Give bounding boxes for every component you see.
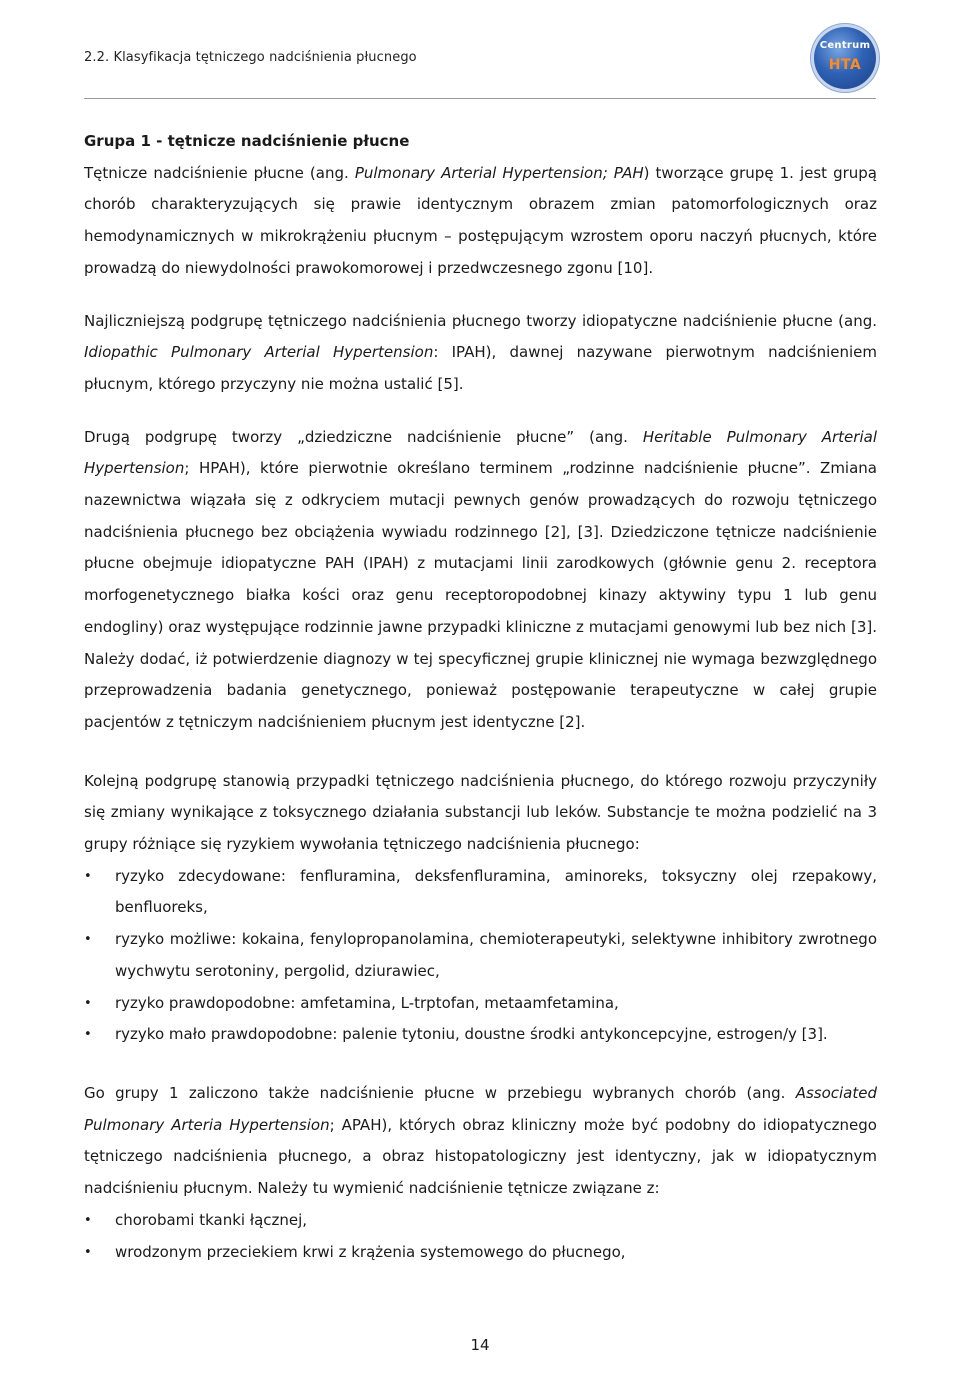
list-item: • wrodzonym przeciekiem krwi z krążenia systemowego do płucnego, xyxy=(84,1237,877,1269)
paragraph-apah: Go grupy 1 zaliczono także nadciśnienie płucne w przebiegu wybranych chorób (ang. Associated Pulmonary Arteria Hypertension; APAH), których obraz kliniczny może być podobny do idiopatycznego tętniczego nadciśnienia płucnego, a obraz histopatologiczny jest identyczny, jak w idiopatycznym nadciśnieniu płucnym. Należy tu wymienić nadciśnienie tętnicze związane z: xyxy=(84,1083,877,1198)
header-divider xyxy=(84,98,876,99)
list-item: • ryzyko mało prawdopodobne: palenie tytoniu, doustne środki antykoncepcyjne, estrogen/y [3]. xyxy=(84,1019,877,1051)
page-number: 14 xyxy=(470,1336,490,1354)
bullet-icon: • xyxy=(84,932,92,948)
page-header xyxy=(0,0,960,100)
paragraph-toxic-substances: Kolejną podgrupę stanowią przypadki tętniczego nadciśnienia płucnego, do którego rozwoju przyczyniły się zmiany wynikające z toksycznego działania substancji lub leków. Substancje te można podzielić na 3 grupy różniące się ryzykiem wywołania tętniczego nadciśnienia płucnego: xyxy=(84,771,877,854)
list-item: • ryzyko prawdopodobne: amfetamina, L-trptofan, metaamfetamina, xyxy=(84,988,877,1020)
bullet-icon: • xyxy=(84,1244,92,1260)
list-item: • ryzyko zdecydowane: fenfluramina, deksfenfluramina, aminoreks, toksyczny olej rzepakowy, benfluoreks, xyxy=(84,861,877,924)
centrum-hta-logo xyxy=(814,27,876,89)
list-item: • chorobami tkanki łącznej, xyxy=(84,1205,877,1237)
header-title: 2.2. Klasyfikacja tętniczego nadciśnienia płucnego xyxy=(84,50,417,65)
section-heading: Grupa 1 - tętnicze nadciśnienie płucne xyxy=(84,132,410,150)
risk-list xyxy=(84,861,877,1051)
paragraph-hpah: Drugą podgrupę tworzy „dziedziczne nadciśnienie płucne” (ang. Heritable Pulmonary Arterial Hypertension; HPAH), które pierwotnie określano terminem „rodzinne nadciśnienie płucne”. Zmiana nazewnictwa wiązała się z odkryciem mutacji pewnych genów prowadzących do rozwoju tętniczego nadciśnienia płucnego bez obciążenia wywiadu rodzinnego [2], [3]. Dziedziczone tętnicze nadciśnienie płucne obejmuje idiopatyczne PAH (IPAH) z mutacjami linii zarodkowych (głównie genu 2. receptora morfogenetycznego białka kości oraz genu receptoropodobnej kinazy aktywiny typu 1 lub genu endogliny) oraz występujące rodzinnie jawne przypadki kliniczne z mutacjami genowymi lub bez nich [3]. Należy dodać, iż potwierdzenie diagnozy w tej specyficznej grupie klinicznej nie wymaga bezwzględnego przeprowadzenia badania genetycznego, ponieważ postępowanie terapeutyczne w całej grupie pacjentów z tętniczym nadciśnieniem płucnym jest identyczne [2]. xyxy=(84,427,877,731)
logo-text-top: Centrum xyxy=(819,40,871,51)
paragraph-pah-definition: Tętnicze nadciśnienie płucne (ang. Pulmonary Arterial Hypertension; PAH) tworzące grupę 1. jest grupą chorób charakteryzujących się prawie identycznym obrazem zmian patomorfologicznych oraz hemodynamicznych w mikrokrążeniu płucnym – postępującym wzrostem oporu naczyń płucnych, które prowadzą do niewydolności prawokomorowej i przedwczesnego zgonu [10]. xyxy=(84,163,877,277)
list-item: • ryzyko możliwe: kokaina, fenylopropanolamina, chemioterapeutyki, selektywne inhibitory zwrotnego wychwytu serotoniny, pergolid, dziurawiec, xyxy=(84,924,877,987)
bullet-icon: • xyxy=(84,1027,92,1043)
logo-text-bottom: HTA xyxy=(828,57,862,73)
document-body xyxy=(84,126,877,1268)
bullet-icon: • xyxy=(84,868,92,884)
bullet-icon: • xyxy=(84,995,92,1011)
bullet-icon: • xyxy=(84,1212,92,1228)
associated-conditions-list xyxy=(84,1205,877,1268)
paragraph-ipah: Najliczniejszą podgrupę tętniczego nadciśnienia płucnego tworzy idiopatyczne nadciśnienie płucne (ang. Idiopathic Pulmonary Arterial Hypertension: IPAH), dawnej nazywane pierwotnym nadciśnieniem płucnym, którego przyczyny nie można ustalić [5]. xyxy=(84,311,877,393)
